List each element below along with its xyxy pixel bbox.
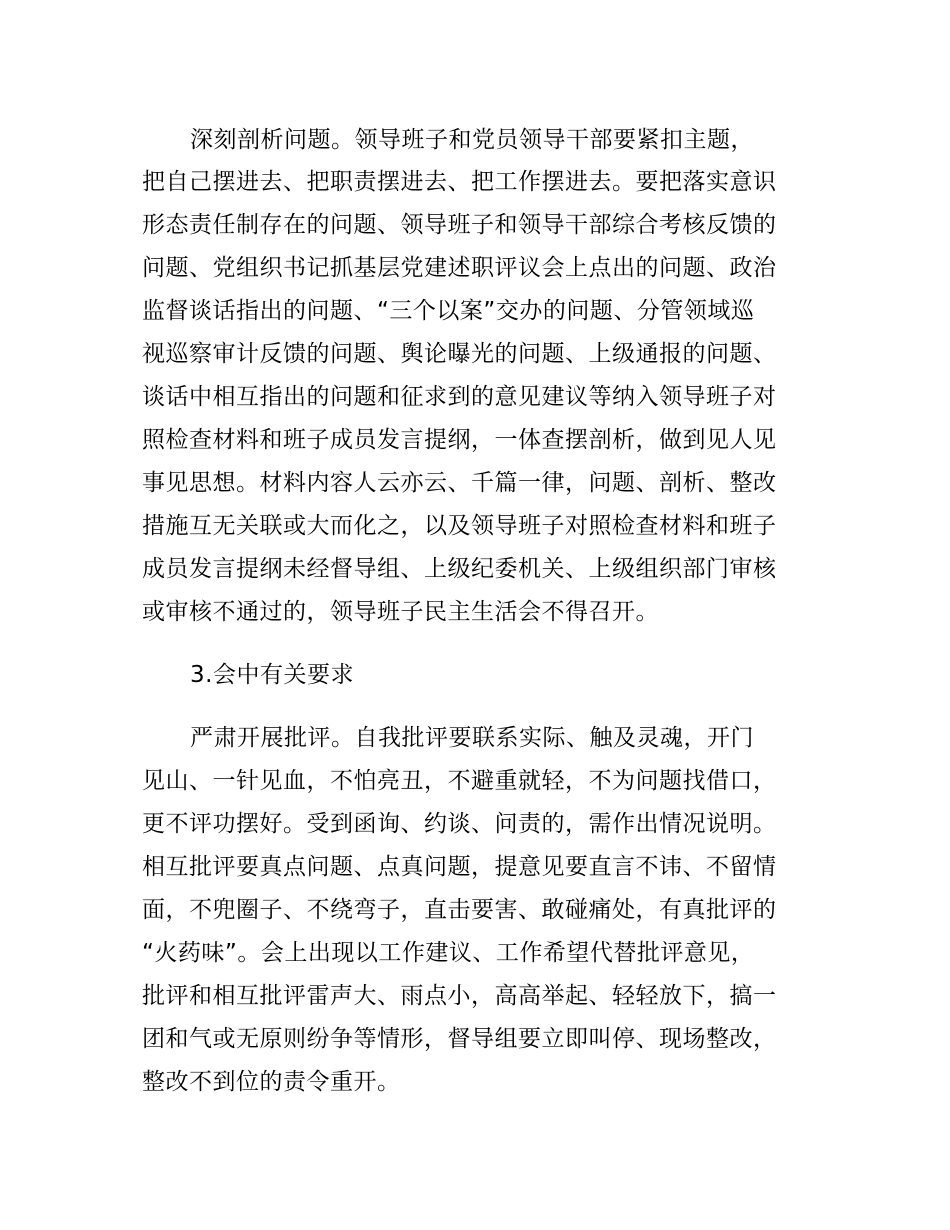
paragraph-2-line-1: 严肃开展批评。自我批评要联系实际、触及灵魂，开门 — [190, 725, 754, 751]
paragraph-2-line-4: 相互批评要真点问题、点真问题，提意见要直言不讳、不留情 — [142, 854, 777, 880]
paragraph-2-line-6: “火药味”。会上出现以工作建议、工作希望代替批评意见， — [142, 940, 755, 966]
paragraph-1-line-8: 照检查材料和班子成员发言提纲，一体查摆剖析，做到见人见 — [142, 427, 777, 453]
paragraph-2-line-7: 批评和相互批评雷声大、雨点小，高高举起、轻轻放下，搞一 — [142, 983, 777, 1009]
paragraph-2-line-2: 见山、一针见血，不怕亮丑，不避重就轻，不为问题找借口， — [142, 768, 777, 794]
paragraph-1-line-6: 视巡察审计反馈的问题、舆论曝光的问题、上级通报的问题、 — [142, 341, 777, 367]
paragraph-2-line-3: 更不评功摆好。受到函询、约谈、问责的，需作出情况说明。 — [142, 811, 777, 837]
paragraph-1-line-9: 事见思想。材料内容人云亦云、千篇一律，问题、剖析、整改 — [142, 470, 777, 496]
paragraph-1-line-5: 监督谈话指出的问题、“三个以案”交办的问题、分管领域巡 — [142, 298, 755, 324]
paragraph-2-line-5: 面，不兜圈子、不绕弯子，直击要害、敢碰痛处，有真批评的 — [142, 897, 777, 923]
paragraph-1-line-4: 问题、党组织书记抓基层党建述职评议会上点出的问题、政治 — [142, 255, 777, 281]
paragraph-1-line-10: 措施互无关联或大而化之，以及领导班子对照检查材料和班子 — [142, 513, 777, 539]
section-heading: 3.会中有关要求 — [190, 662, 354, 688]
paragraph-1-line-1: 深刻剖析问题。领导班子和党员领导干部要紧扣主题， — [190, 127, 754, 153]
paragraph-1-line-7: 谈话中相互指出的问题和征求到的意见建议等纳入领导班子对 — [142, 384, 777, 410]
paragraph-1-line-12: 或审核不通过的，领导班子民主生活会不得召开。 — [142, 599, 659, 625]
paragraph-1-line-11: 成员发言提纲未经督导组、上级纪委机关、上级组织部门审核 — [142, 556, 777, 582]
paragraph-1-line-2: 把自己摆进去、把职责摆进去、把工作摆进去。要把落实意识 — [142, 169, 777, 195]
paragraph-1-line-3: 形态责任制存在的问题、领导班子和领导干部综合考核反馈的 — [142, 212, 777, 238]
paragraph-2-line-9: 整改不到位的责令重开。 — [142, 1069, 401, 1095]
paragraph-2-line-8: 团和气或无原则纷争等情形，督导组要立即叫停、现场整改， — [142, 1026, 777, 1052]
